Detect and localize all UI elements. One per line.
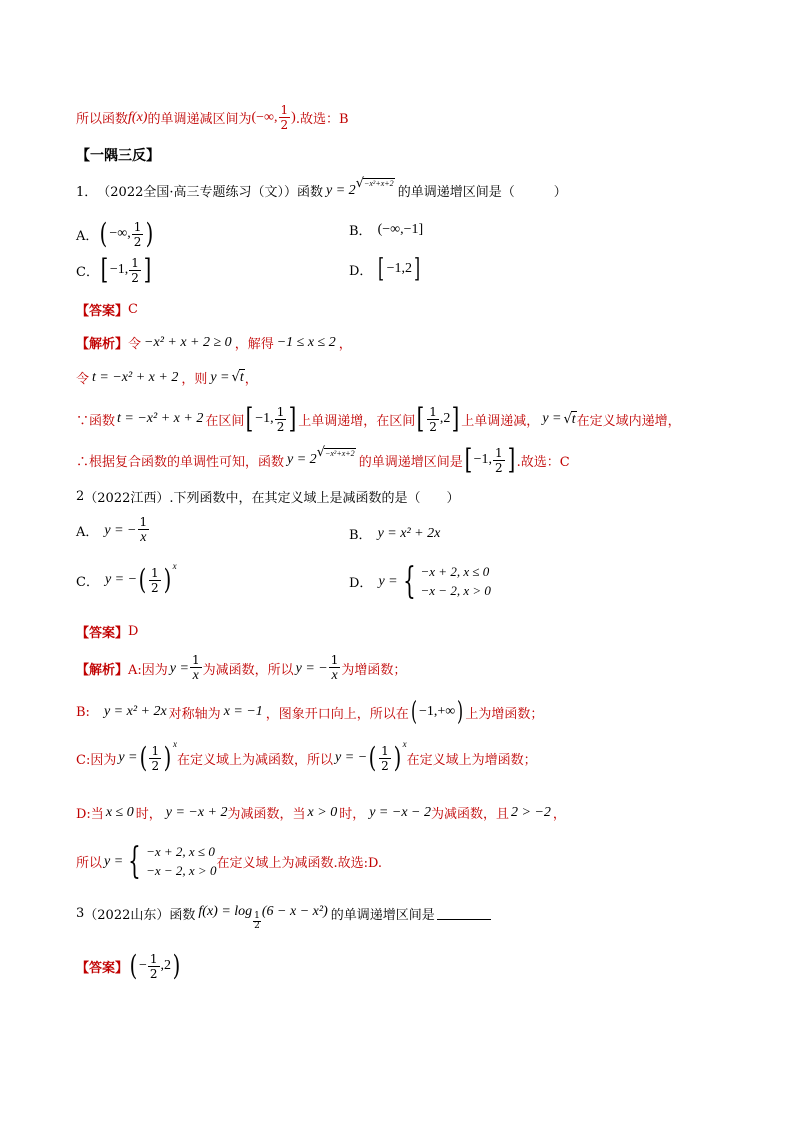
q2-c-prefix: C:因为: [76, 752, 117, 768]
q2-option-d[interactable]: D． y = { −x + 2, x ≤ 0 −x − 2, x > 0: [349, 560, 491, 602]
q1-option-a-num: 1: [133, 219, 142, 234]
q2-e-case1: −x + 2, x ≤ 0: [146, 844, 215, 859]
intro-interval-right: ): [291, 109, 296, 125]
q1-option-a-left: −∞,: [109, 226, 131, 241]
q1-analysis-label: 【解析】: [76, 337, 129, 352]
q1-s3-int1-left: −1,: [255, 411, 274, 426]
q1-s3-c: 上单调递增，在区间: [298, 413, 416, 429]
q2-option-c-den: 2: [151, 580, 159, 595]
q2-b-int: −1,+∞: [418, 704, 456, 719]
q1-s1-expr: −x² + x + 2 ≥ 0: [144, 334, 232, 350]
q2-d-c2: x > 0: [307, 804, 338, 820]
q2-a-prefix: A:因为: [128, 663, 168, 678]
q2-answer-value: D: [128, 624, 139, 639]
q2-a-t1: 为减函数，所以: [202, 663, 294, 678]
q2-answer: [76, 622, 138, 641]
q1-exponent: −x²+x+2: [363, 179, 394, 188]
q1-option-d-text: −1,2: [386, 261, 412, 276]
q1-s2-y: y =: [210, 369, 230, 385]
q2-d-t2: 为减函数，当: [227, 807, 306, 822]
q1-s1-c: ，: [338, 337, 352, 352]
intro-mid: 的单调递减区间为: [147, 112, 252, 127]
q2-option-a-lhs: y = −: [104, 522, 137, 538]
q1-s3-d: 上单调递减，: [461, 413, 540, 429]
q3-base-den: 2: [254, 921, 260, 931]
q2-b-expr: y = x² + 2x: [103, 704, 167, 719]
q1-s2-c: ，: [244, 372, 258, 387]
q3-answer-blank[interactable]: [437, 907, 491, 920]
q2-option-d-case2: −x − 2, x > 0: [420, 582, 491, 598]
q2-option-b-expr: y = x² + 2x: [377, 525, 441, 541]
q2-d-t4: 为减函数，且: [431, 807, 510, 822]
q2-c-t1: 在定义域上为减函数，所以: [177, 752, 334, 768]
q2-d-prefix: D:当: [76, 807, 104, 822]
q2-c-y2: y = −: [335, 750, 368, 765]
q1-option-c-left: −1,: [109, 262, 129, 277]
intro-prefix: 所以函数: [76, 112, 129, 127]
q2-option-a-label: A．: [76, 525, 99, 540]
q2-a-y: y =: [169, 660, 189, 676]
q3-ans-left: −: [138, 958, 147, 973]
q1-s4-a: ∴根据复合函数的单调性可知，函数: [76, 454, 285, 470]
q1-source: （2022全国·高三专题练习（文））: [97, 185, 297, 200]
q2-option-a-num: 1: [139, 515, 148, 529]
q2-e-y: y =: [104, 853, 124, 869]
q1-option-a-den: 2: [133, 234, 142, 249]
q3-number: 3: [76, 906, 85, 921]
q3-function: [198, 904, 328, 931]
q1-s3-t: t: [571, 411, 576, 427]
q2-d-t5: ，: [552, 807, 566, 822]
q1-option-b-label: B．: [349, 224, 372, 239]
section-title: 【一隅三反】: [76, 148, 160, 164]
q2-option-a[interactable]: [76, 516, 150, 545]
q3-answer-label: 【答案】: [76, 960, 129, 976]
q1-s2-b: ，则: [181, 372, 208, 387]
q1-number: 1．: [76, 185, 98, 200]
q2-option-d-lhs: y =: [378, 573, 398, 589]
q2-c-t2: 在定义域上为增函数；: [406, 752, 537, 768]
q3-text-b: 的单调递增区间是: [330, 908, 435, 923]
q3-stem: [76, 904, 491, 931]
q2-option-b-label: B．: [349, 528, 372, 543]
q3-ans-num: 1: [149, 951, 158, 966]
q1-func-lhs: y = 2: [326, 182, 356, 198]
q1-option-c-num: 1: [131, 255, 139, 270]
q2-d-c1: x ≤ 0: [105, 804, 134, 820]
q3-ans-right: ,2: [160, 958, 171, 973]
q3-answer: 【答案】 ( − $\frac{1}{2}$ ,2 ): [76, 949, 181, 982]
q2-b-t1: 对称轴为: [168, 706, 221, 722]
q2-a-y2: y = −: [295, 660, 328, 676]
q1-text-b: 的单调递增区间是（ ）: [397, 185, 567, 200]
q2-b-axis: x = −1: [223, 704, 263, 719]
q2-d-f2: y = −x − 2: [369, 804, 431, 820]
q1-s2-t: t: [239, 370, 244, 385]
q1-s4-exponent: −x²+x+2: [324, 448, 355, 458]
q1-option-c-label: C．: [76, 264, 99, 280]
q2-analysis-c: C:因为 y = ( $\frac{1}{2}$ ) $^x$ 在定义域上为减函数，所以 y = − ( $\frac{1}{2}$ ) $^x$ 在定义域上为增函数；: [76, 739, 537, 774]
q1-s1-range: −1 ≤ x ≤ 2: [276, 334, 336, 350]
q1-s1-b: ，解得: [234, 337, 274, 352]
q1-option-a-label: A．: [76, 228, 99, 244]
intro-line: [76, 104, 349, 131]
q2-number: 2: [76, 489, 85, 504]
intro-func: f(x): [128, 109, 148, 125]
q2-analysis-label: 【解析】: [76, 663, 129, 678]
q2-option-c-label: C．: [76, 574, 99, 590]
q1-s4-func-lhs: y = 2: [287, 452, 317, 467]
q2-text: .下列函数中，在其定义域上是减函数的是（ ）: [169, 491, 460, 506]
q1-option-d-label: D．: [349, 263, 373, 279]
q2-analysis-e: 所以 y = { −x + 2, x ≤ 0 −x − 2, x > 0 在定义域上为减函数.故选:D.: [76, 840, 383, 882]
q1-s2-a: 令: [76, 372, 90, 387]
q2-d-t3: 时，: [339, 807, 366, 822]
q3-ans-den: 2: [149, 966, 158, 981]
q2-option-c[interactable]: C． y = − ( $\frac{1}{2}$ ) $^x$: [76, 561, 177, 596]
q1-answer-value: C: [128, 302, 138, 317]
q1-s4-c: .故选：C: [516, 454, 570, 470]
q2-b-t2: ，图象开口向上，所以在: [265, 706, 409, 722]
q1-analysis-3: ∵函数 t = −x² + x + 2 在区间 [ −1, $\frac{1}{2}$ ] 上单调递增，在区间 [ $\frac{1}{2}$ ,2 ] 上单调递减， y = √ t 在定义域内递增，: [76, 402, 681, 435]
q1-function: [326, 175, 395, 199]
q2-a-t2: 为增函数；: [341, 663, 407, 678]
intro-suffix: .故选：B: [295, 112, 349, 127]
intro-frac-den: 2: [280, 118, 289, 132]
q2-option-a-den: x: [140, 530, 147, 545]
q2-e-case2: −x − 2, x > 0: [146, 862, 217, 878]
q2-option-b[interactable]: [349, 524, 440, 543]
q1-option-b[interactable]: [349, 220, 423, 239]
q2-option-c-exp: x: [172, 561, 177, 571]
q2-d-t1: 时，: [135, 807, 162, 822]
q2-d-ineq: 2 > −2: [511, 804, 551, 820]
q2-option-c-num: 1: [151, 565, 159, 580]
q1-answer-label: 【答案】: [76, 304, 129, 319]
intro-frac-num: 1: [280, 103, 289, 117]
q3-base-num: 1: [254, 911, 260, 921]
q2-option-c-lhs: y = −: [104, 572, 138, 587]
q1-s2-expr: t = −x² + x + 2: [92, 369, 179, 385]
q1-analysis-1: [76, 333, 352, 352]
q1-s3-int2-right: ,2: [439, 411, 451, 426]
q2-d-f1: y = −x + 2: [165, 804, 228, 820]
q1-option-c[interactable]: C． [ −1, $\frac{1}{2}$ ]: [76, 253, 152, 286]
q1-s3-y: y =: [542, 411, 562, 426]
q2-e-t: 在定义域上为减函数.故选:D.: [216, 856, 383, 872]
intro-fraction: [279, 104, 291, 131]
q1-answer: [76, 300, 138, 319]
q1-analysis-4: ∴根据复合函数的单调性可知，函数 y = 2 √ −x²+x+2 的单调递增区间是 [ −1, $\frac{1}{2}$ ] .故选：C: [76, 443, 570, 476]
q1-s4-b: 的单调递增区间是: [358, 454, 463, 470]
q1-option-a[interactable]: A． ( −∞, $\frac{1}{2}$ ): [76, 217, 154, 250]
intro-interval-left: (−∞,: [251, 109, 278, 125]
q1-s4-function: y = 2 √ −x²+x+2: [287, 445, 355, 467]
q2-b-t3: 上为增函数；: [465, 706, 544, 722]
q3-arg: (6 − x − x²): [261, 904, 328, 919]
q2-analysis-a: 【解析】 A:因为 y = $\frac{1}{x}$ 为减函数，所以 y = − $\frac{1}{x}$ 为增函数；: [76, 653, 407, 683]
q3-text-a: 函数: [169, 908, 196, 923]
q2-stem: [76, 487, 460, 506]
q1-option-d[interactable]: D． [ −1,2 ]: [349, 254, 421, 284]
q3-func: f(x) = log: [198, 904, 253, 919]
q2-option-d-case1: −x + 2, x ≤ 0: [420, 564, 490, 579]
q1-s3-e: 在定义域内递增，: [576, 413, 681, 429]
q2-e-prefix: 所以: [76, 856, 103, 872]
q2-option-d-label: D．: [349, 576, 373, 592]
q2-analysis-d: [76, 803, 566, 822]
q1-s3-a: ∵函数: [76, 413, 116, 429]
q1-exponent-root: √ −x²+x+2: [355, 175, 394, 191]
q1-text-a: 函数: [297, 185, 324, 200]
q1-option-b-text: (−∞,−1]: [377, 221, 424, 237]
q1-stem: [76, 175, 567, 200]
q2-answer-label: 【答案】: [76, 626, 129, 641]
q2-source: （2022江西）: [84, 491, 170, 506]
q1-s3-b: 在区间: [205, 413, 245, 429]
q2-b-prefix: B:: [76, 704, 90, 720]
q2-analysis-b: B: y = x² + 2x 对称轴为 x = −1 ，图象开口向上，所以在 ( −1,+∞ ) 上为增函数；: [76, 697, 544, 727]
q3-source: （2022山东）: [84, 908, 170, 923]
q1-s3-expr: t = −x² + x + 2: [117, 411, 204, 426]
q1-analysis-2: 令 t = −x² + x + 2 ，则 y = √ t ，: [76, 369, 258, 387]
q1-option-c-den: 2: [131, 270, 139, 285]
q1-s1-a: 令: [128, 337, 142, 352]
q2-c-y: y =: [118, 750, 138, 765]
